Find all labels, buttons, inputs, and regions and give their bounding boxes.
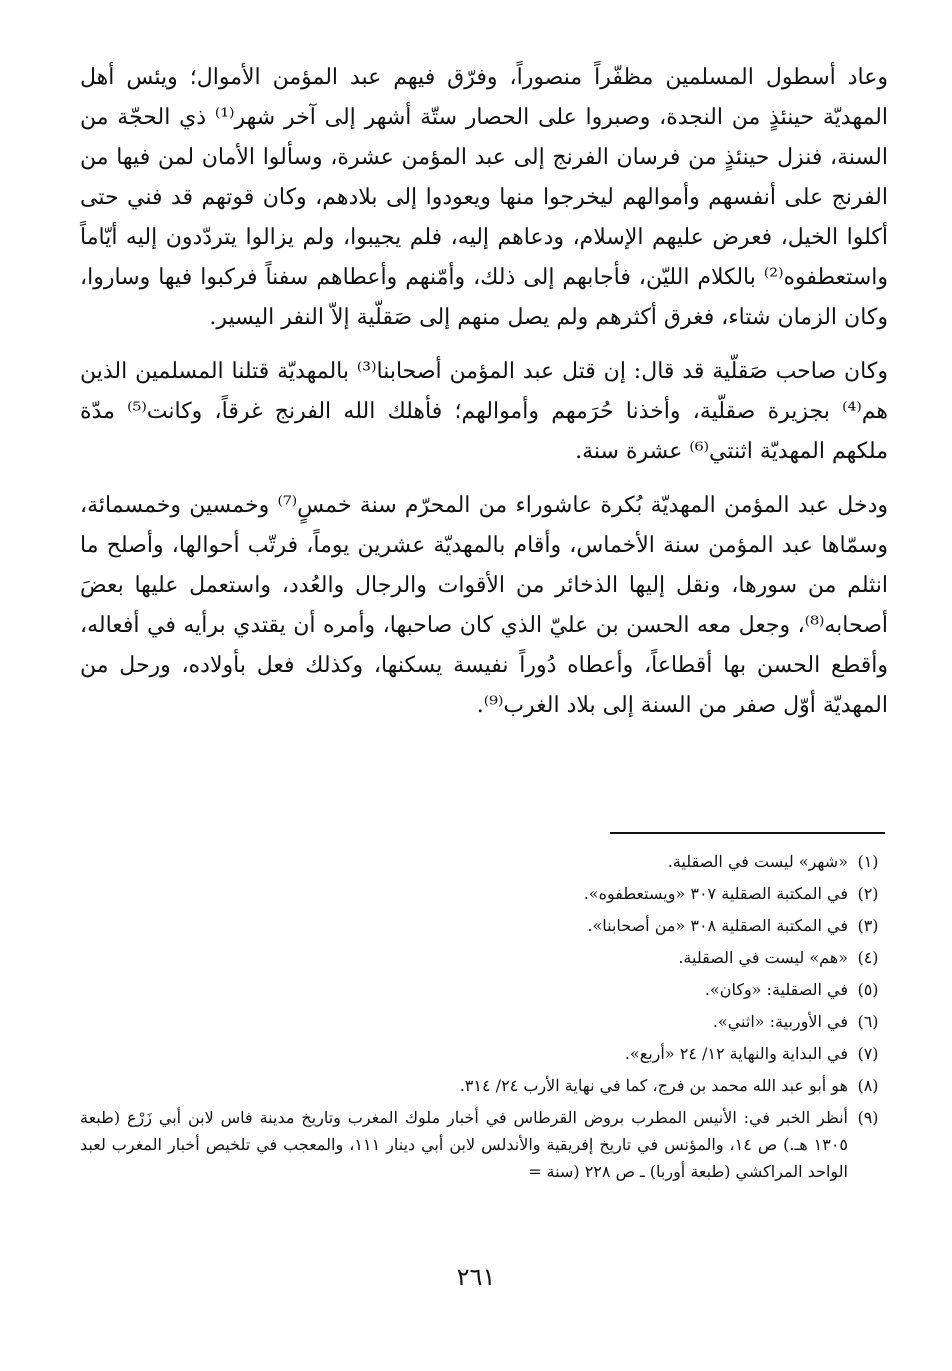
footnote-item bbox=[80, 880, 888, 907]
footnote-item bbox=[80, 944, 888, 971]
paragraph-2: وكان صاحب صَقلّية قد قال: إن قتل عبد المؤمن أصحابنا⁽³⁾ بالمهديّة قتلنا المسلمين الذين هم⁽⁴⁾ بجزيرة صقلّية، وأخذنا حُرَمهم وأموالهم؛ فأهلك الله الفرنج غرقاً، وكانت⁽⁵⁾ مدّة ملكهم المهديّة اثنتي⁽⁶⁾ عشرة سنة. bbox=[80, 359, 889, 464]
footnote-number: (٣) bbox=[857, 916, 879, 935]
footnote-number: (٧) bbox=[857, 1044, 879, 1063]
footnote-number: (٢) bbox=[857, 884, 879, 903]
footnote-text: «هم» ليست في الصقلية. bbox=[678, 948, 848, 967]
footnote-text: في الأوربية: «اثني». bbox=[712, 1012, 848, 1031]
footnote-text: في المكتبة الصقلية ٣٠٨ «من أصحابنا». bbox=[587, 916, 848, 935]
footnote-number: (٦) bbox=[857, 1012, 879, 1031]
footnote-text: في المكتبة الصقلية ٣٠٧ «ويستعطفوه». bbox=[583, 884, 848, 903]
paragraph-3: ودخل عبد المؤمن المهديّة بُكرة عاشوراء من المحرّم سنة خمسٍ⁽⁷⁾ وخمسين وخمسمائة، وسمّاها عبد المؤمن سنة الأخماس، وأقام بالمهديّة عشرين يوماً، فرتّب أحوالها، وأصلح ما انثلم من سورها، ونقل إليها الذخائر من الأقوات والرجال والعُدد، واستعمل عليها بعضَ أصحابه⁽⁸⁾، وجعل معه الحسن بن عليّ الذي كان صاحبها، وأمره أن يقتدي برأيه في أفعاله، وأقطع الحسن بها أقطاعاً، وأعطاه دُوراً نفيسة يسكنها، وكذلك فعل بأولاده، ورحل من المهديّة أوّل صفر من السنة إلى بلاد الغرب⁽⁹⁾. bbox=[80, 493, 888, 718]
footnotes bbox=[80, 848, 888, 1190]
footnote-text: «شهر» ليست في الصقلية. bbox=[667, 852, 848, 871]
footnote-item bbox=[80, 1008, 888, 1035]
main-text bbox=[80, 58, 888, 740]
footnote-item bbox=[80, 1040, 888, 1067]
footnote-text: أنظر الخبر في: الأنيس المطرب بروض القرطاس في أخبار ملوك المغرب وتاريخ مدينة فاس لابن أبي زَرْع (طبعة ١٣٠٥ هـ.) ص ١٤، والمؤنس في تاريخ إفريقية والأندلس لابن أبي دينار ١١١، والمعجب في تلخيص أخبار المغرب لعبد الواحد المراكشي (طبعة أوربا) ـ ص ٢٢٨ (سنة = bbox=[80, 1108, 848, 1181]
footnote-number: (٥) bbox=[857, 980, 879, 999]
paragraph-1: وعاد أسطول المسلمين مظفّراً منصوراً، وفرّق فيهم عبد المؤمن الأموال؛ ويئس أهل المهديّة حينئذٍ من النجدة، وصبروا على الحصار ستّة أشهر إلى آخر شهر⁽¹⁾ ذي الحجّة من السنة، فنزل حينئذٍ من فرسان الفرنج إلى عبد المؤمن عشرة، وسألوا الأمان لمن فيها من الفرنج على أنفسهم وأموالهم ليخرجوا منها ويعودوا إلى بلادهم، وكان قوتهم قد فني حتى أكلوا الخيل، فعرض عليهم الإسلام، ودعاهم إليه، فلم يجيبوا، ولم يزالوا يتردّدون إليه أيّاماً واستعطفوه⁽²⁾ بالكلام الليّن، فأجابهم إلى ذلك، وأمّنهم وأعطاهم سفناً فركبوا فيها وساروا، وكان الزمان شتاء، فغرق أكثرهم ولم يصل منهم إلى صَقلّية إلاّ النفر اليسير. bbox=[80, 65, 888, 330]
footnote-item bbox=[80, 912, 888, 939]
footnote-text: في البداية والنهاية ١٢/ ٢٤ «أربع». bbox=[624, 1044, 848, 1063]
footnote-item bbox=[80, 848, 888, 875]
footnote-number: (١) bbox=[857, 852, 879, 871]
footnote-item bbox=[80, 1104, 888, 1185]
footnote-number: (٩) bbox=[857, 1108, 879, 1127]
footnote-item bbox=[80, 1072, 888, 1099]
page-number: ٢٦١ bbox=[456, 1263, 496, 1291]
footnote-separator bbox=[610, 832, 885, 834]
footnote-number: (٨) bbox=[857, 1076, 879, 1095]
footnote-number: (٤) bbox=[857, 948, 879, 967]
footnote-text: هو أبو عبد الله محمد بن فرج، كما في نهاية الأرب ٢٤/ ٣١٤. bbox=[459, 1076, 848, 1095]
footnote-text: في الصقلية: «وكان». bbox=[704, 980, 848, 999]
footnote-item bbox=[80, 976, 888, 1003]
